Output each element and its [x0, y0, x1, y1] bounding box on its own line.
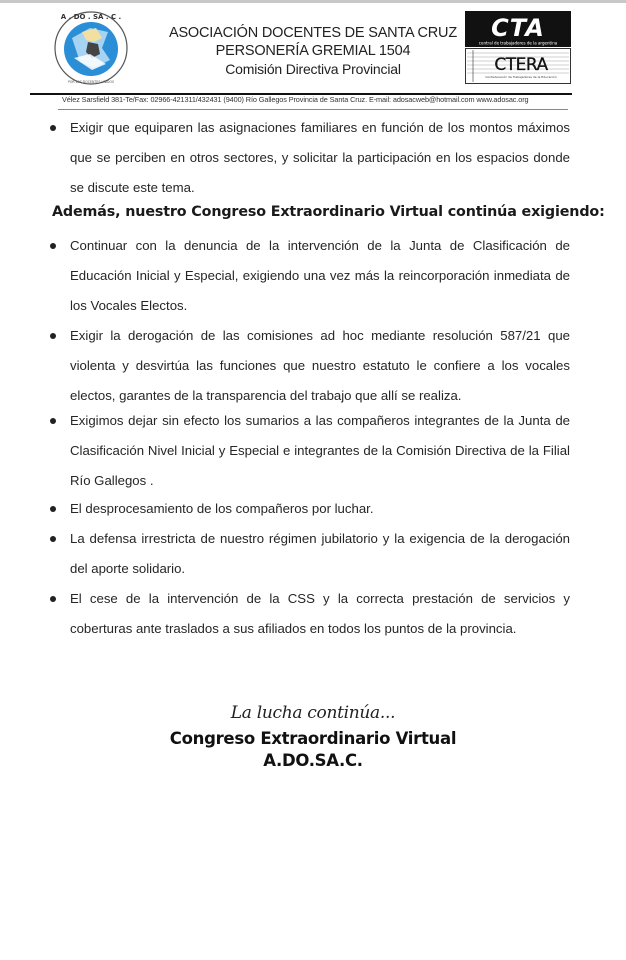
org-name: ASOCIACIÓN DOCENTES DE SANTA CRUZ — [168, 25, 457, 41]
bullet-icon — [50, 418, 56, 424]
bullet-icon — [50, 333, 56, 339]
list-item — [70, 321, 570, 411]
list-item — [70, 494, 570, 524]
bullet-icon — [50, 506, 56, 512]
list-item-text: La defensa irrestricta de nuestro régimen jubilatorio y la exigencia de la derogación del aporte solidario. — [70, 531, 570, 576]
ctera-logo-icon — [465, 48, 571, 84]
adosac-logo-icon — [50, 8, 132, 86]
list-item-text: Exigimos dejar sin efecto los sumarios a las compañeros integrantes de la Junta de Clasificación Nivel Inicial y Especial e integrantes de la Comisión Directiva de la Filial Río Gallegos . — [70, 413, 570, 488]
svg-text:A . DO . SA . C .: A . DO . SA . C . — [60, 13, 122, 21]
svg-text:Confederación de Trabajadores: Confederación de Trabajadores de la Educación — [485, 75, 557, 79]
union-registration: PERSONERÍA GREMIAL 1504 — [215, 43, 411, 59]
top-border — [0, 0, 626, 3]
list-item — [70, 584, 570, 644]
section-heading: Además, nuestro Congreso Extraordinario Virtual continúa exigiendo: — [52, 204, 605, 220]
svg-text:central de trabajadores de la: central de trabajadores de la argentina — [478, 40, 558, 46]
commission-name: Comisión Directiva Provincial — [225, 61, 401, 77]
letterhead — [150, 24, 476, 78]
svg-text:CTA: CTA — [491, 14, 545, 42]
bullet-icon — [50, 536, 56, 542]
list-item-text: Continuar con la denuncia de la intervención de la Junta de Clasificación de Educación Inicial y Especial, exigiendo una vez más la reincorporación inmediata de los Vocales Electos. — [70, 238, 570, 313]
cta-logo-icon — [465, 11, 571, 47]
list-item — [70, 231, 570, 321]
bullet-icon — [50, 243, 56, 249]
closing-congress: Congreso Extraordinario Virtual — [169, 729, 457, 748]
list-item-text: El desprocesamiento de los compañeros por luchar. — [70, 501, 374, 516]
contact-address: Vélez Sarsfield 381-Te/Fax: 02966-421311/432431 (9400) Río Gallegos Provincia de Santa Cruz. E-mail: adosacweb@hotmail.com www.adosac.org — [62, 95, 529, 104]
closing-slogan: La lucha continúa... — [230, 703, 396, 723]
svg-text:POR LOS DOCENTES UNIDOS: POR LOS DOCENTES UNIDOS — [67, 80, 115, 84]
list-item-text: Exigir la derogación de las comisiones ad hoc mediante resolución 587/21 que violenta y desvirtúa las funciones que nuestro estatuto le confiere a los vocales electos, garantes de la transparencia del trabajo que allí se realiza. — [70, 328, 570, 403]
bullet-icon — [50, 596, 56, 602]
bullet-icon — [50, 125, 56, 131]
address-rule — [58, 109, 568, 110]
svg-text:CTERA: CTERA — [494, 55, 548, 75]
list-item — [70, 524, 570, 584]
closing-org-signature: A.DO.SA.C. — [263, 751, 363, 770]
list-item — [70, 406, 570, 496]
list-item — [70, 113, 570, 203]
list-item-text: Exigir que equiparen las asignaciones familiares en función de los montos máximos que se perciben en otros sectores, y solicitar la participación en los espacios donde se discute este tema. — [70, 120, 570, 195]
list-item-text: El cese de la intervención de la CSS y la correcta prestación de servicios y coberturas ante traslados a sus afiliados en todos los puntos de la provincia. — [70, 591, 570, 636]
